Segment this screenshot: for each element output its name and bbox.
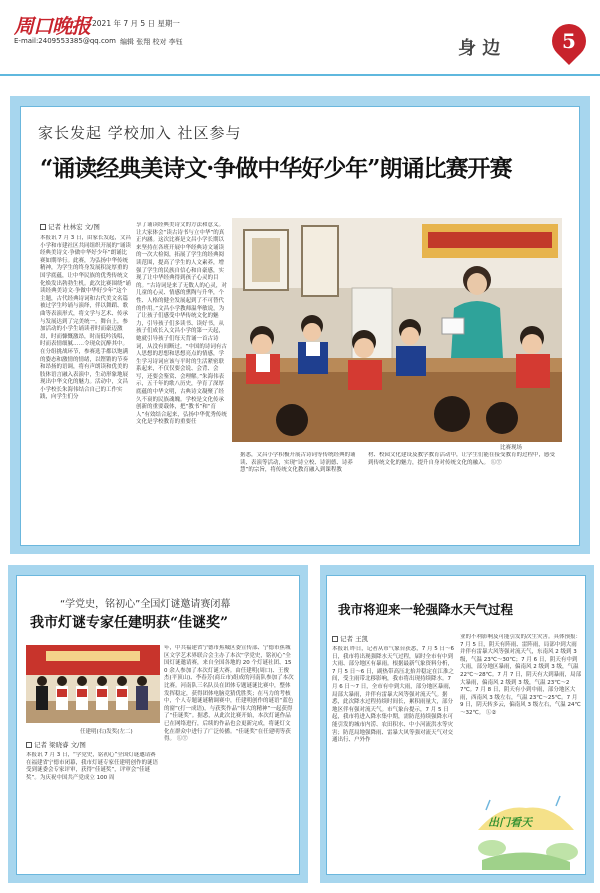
byline-square-icon <box>26 742 32 748</box>
newspaper-logo: 周口晚报 <box>14 14 90 38</box>
weather-column-1: 本报讯 昨日，记者从市气象台获悉，7 月 5 日～6 日，我市将出现强降水天气过程，届时全市有中到大雨、部分地区有暴雨。根据最新气象资料分析，7 月 5 日～6 日，副热带高压北抬并稳定在江淮之间，受主雨带北移影响，我市将出现持续降水。7 月 6 日～7 日，全市有中到大雨，部分地区暴雨，局部大暴雨，并伴有雷暴大风等强对流天气。据悉，此次降水过程持续时间长，累积雨量大，部分地区伴有强对流天气。市气象台提示，7 月 5 日起，我市将进入降水集中期，需防范持续强降水可能引发的城市内涝、农田积水、中小河流洪水等灾害；防范局地强降雨、雷暴大风等强对流天气对交通出行、户外作 <box>332 646 455 744</box>
weather-headline: 我市将迎来一轮强降水天气过程 <box>338 602 514 617</box>
photo-caption: 比赛现场 <box>500 445 523 451</box>
top-story-column-1: 本报讯 7 月 3 日，由家长发起，文昌小学和市建社区共同组织开展的“诵读经典美诗文·争做中华好少年”朗诵比赛如期举行。此赛，为弘扬中华传统精神，为学生的终身发展积淀厚重的国学底蕴，让中华民族的优秀传统文化焕发出勃勃生机。此次比赛围绕“诵读经典美诗文·争做中华好少年”这个主题，古代经典诗词和古代美文名篇被过学生吟诵与演绎，伴以舞蹈、歌曲等表演形式，将文学与艺术、传承与发展达到了完美统一。舞台上，参加活动的小学生诵读者时而豪迈激昂，时而慷慨激昂，时而低吟浅唱，时而表情细腻……令现众沉醉其中。在分组挑战环节，参赛选手都以饱满的姿态和激情的情绪，以铿锵的节奏和昂扬的语调，将有声朗读和优美的肢体语言融入表演中，生动形象地展现出中华文化的魅力。活动中，文昌小学校长朱海伟结合自己的工作实践，向学生们分 <box>40 235 131 401</box>
award-ceremony-photo <box>26 645 160 723</box>
umbrella-rain-icon <box>470 790 582 870</box>
top-story-column-2: 享了诵读经典美诗文的方法和意义。让大家体会“读古诗书与立中华”的真正内涵。这次比赛是文昌小学长期以来坚持在各班开展中华经典诗文诵读的一次大检阅，拓展了学生的经典阅读范围，提高了学生的人文素养，增强了学生的民族自信心和自豪感，实现了让中华经典得到孩子心灵的目的。“古诗词是来了无数人的心灵，对儿童的心灵、情感的熏陶与升华，个性、人格的健全发展起到了不可替代的作用。”文昌小学教师温华敏说，为了让孩子们感受中华传统文化的魅力，引导孩子们多读书、读好书，从孩子们成长入文昌小学的第一天起，她就引导孩子们每天背诵一首古诗词，从没有间断过。“中国的诗词有古人思想的思想和思想亮点的情感，学生学习诗词应该与平时的生活紧密联系起来，不仅仅要会说、会背、会写，还要会鉴赏、会理解。”朱海伟表示，五千年的歌八历史，孕育了深厚底蕴的中华文明，古典诗文凝聚了经久不衰的民族魂魄。学校是文化传承创新的重要载体，把“教书”和“育人”有效结合起来，弘扬中华优秀传统文化是学校教育的重要任 <box>136 222 227 426</box>
weather-illustration-title: 出门看天 <box>488 816 532 829</box>
byline-text: 记者 王凯 <box>340 635 369 643</box>
weather-illustration <box>470 790 582 870</box>
byline-text: 记者 杜林宏 文/图 <box>48 223 100 231</box>
lantern-riddle-headline: 我市灯谜专家任建明获“佳谜奖” <box>30 615 229 631</box>
lantern-riddle-kicker: “学党史，铭初心”全国灯谜邀请赛闭幕 <box>60 599 231 610</box>
header-divider <box>0 74 600 76</box>
top-story-headline: “诵读经典美诗文·争做中华好少年”朗诵比赛开赛 <box>40 155 512 182</box>
page-number: 5 <box>562 29 576 53</box>
page-number-badge <box>552 24 586 64</box>
section-title: 身 边 <box>458 38 501 59</box>
recitation-contest-photo <box>232 218 562 442</box>
classroom-scene-illustration <box>232 218 562 442</box>
award-photo-caption: 任建明(右)发奖(左二) <box>80 729 133 735</box>
weather-byline <box>332 634 368 643</box>
issue-date: 2021 年 7 月 5 日 星期一 <box>92 19 180 28</box>
editor-credits: 编辑 张翔 校对 李钰 <box>120 38 183 46</box>
top-story-byline <box>40 222 100 231</box>
top-story-column-3: 据悉，文昌小学积极开展古诗词等传统经典的诵读、表演等活动，实现“诗立校、诗润德、诗养慧”的宗旨，将传统文化教育融入到课程教 <box>240 452 356 474</box>
top-story-kicker: 家长发起 学校加入 社区参与 <box>38 124 242 142</box>
lantern-riddle-column-1: 本报讯 7 月 3 日，“学党史，铭初心”全国灯谜邀请赛在福建省宁德市闭幕，我市灯谜专家任建明创作的谜语受到谜委会专家评审，获得“佳谜奖”，评审会“佳谜奖”。为庆祝中国共产党成立 100 周 <box>26 752 158 781</box>
top-story-column-4: 材、校园文化建设及教学教育活动中，让学生们能在接受教育的过程中，感受到传统文化的魅力，提升自身对传统文化的融入。 ⓁⓉ <box>368 452 556 466</box>
contact-email: E-mail:2409553385@qq.com <box>14 37 116 45</box>
lantern-riddle-column-2: 年，中共福建省宁德市蕉城区委宣传部、宁德市蕉城区文学艺术界联合会主办了本次“学党史，铭初心”全国灯谜邀请赛，来自全国各地的 20 个灯谜社团、150 余人参加了本次灯谜大赛。由任建明(周口)、王俊杰(平顶山)、李春芳(商丘市)组成的河南队参加了本次比赛。河南队三名队员在团体专题谜谜比赛中，整体发挥稳定，获得团体电脑竞猜优胜奖；在马力的考核中，个人专题谜谜精调赛中，任建明创作的谜语“蓝色的窗”(打一成语)，与获奖作品“伟大的精神”一起获得了“佳谜奖”。据悉，从此次比赛开始，本次灯谜作品已在网络进行，后续的作品也会更新完成，将谜灯文化在群众中进行了广泛传播。“佳谜奖”在任建明等获得。 ⓁⓉ <box>164 645 294 743</box>
award-ceremony-illustration <box>26 645 160 723</box>
byline-text: 记者 梁晓睿 文/图 <box>34 741 86 749</box>
weather-column-2: 业的不利影响及可能引发的次生灾害。具体预报：7 月 5 日，阴天有阵雨、雷阵雨，局部中到大雨并伴有雷暴大风等强对流天气，东南风 2 级到 3 级，气温 23℃～30℃；7 月 6 日，阴天有中到大雨，部分地区暴雨，偏南风 2 级到 3 级，气温 22℃～28℃。7 月 7 日，阴天有大到暴雨，局部大暴雨，偏南风 2 级到 3 级，气温 23℃～27℃。7 月 8 日，阴天有小到中雨，部分地区大雨，西南风 3 级左右，气温 23℃～25℃。7 月 9 日，阴天转多云，偏南风 3 级左右，气温 24℃～32℃。 Ⓛ② <box>460 634 582 716</box>
lantern-riddle-byline <box>26 740 86 749</box>
byline-square-icon <box>332 636 338 642</box>
byline-square-icon <box>40 224 46 230</box>
